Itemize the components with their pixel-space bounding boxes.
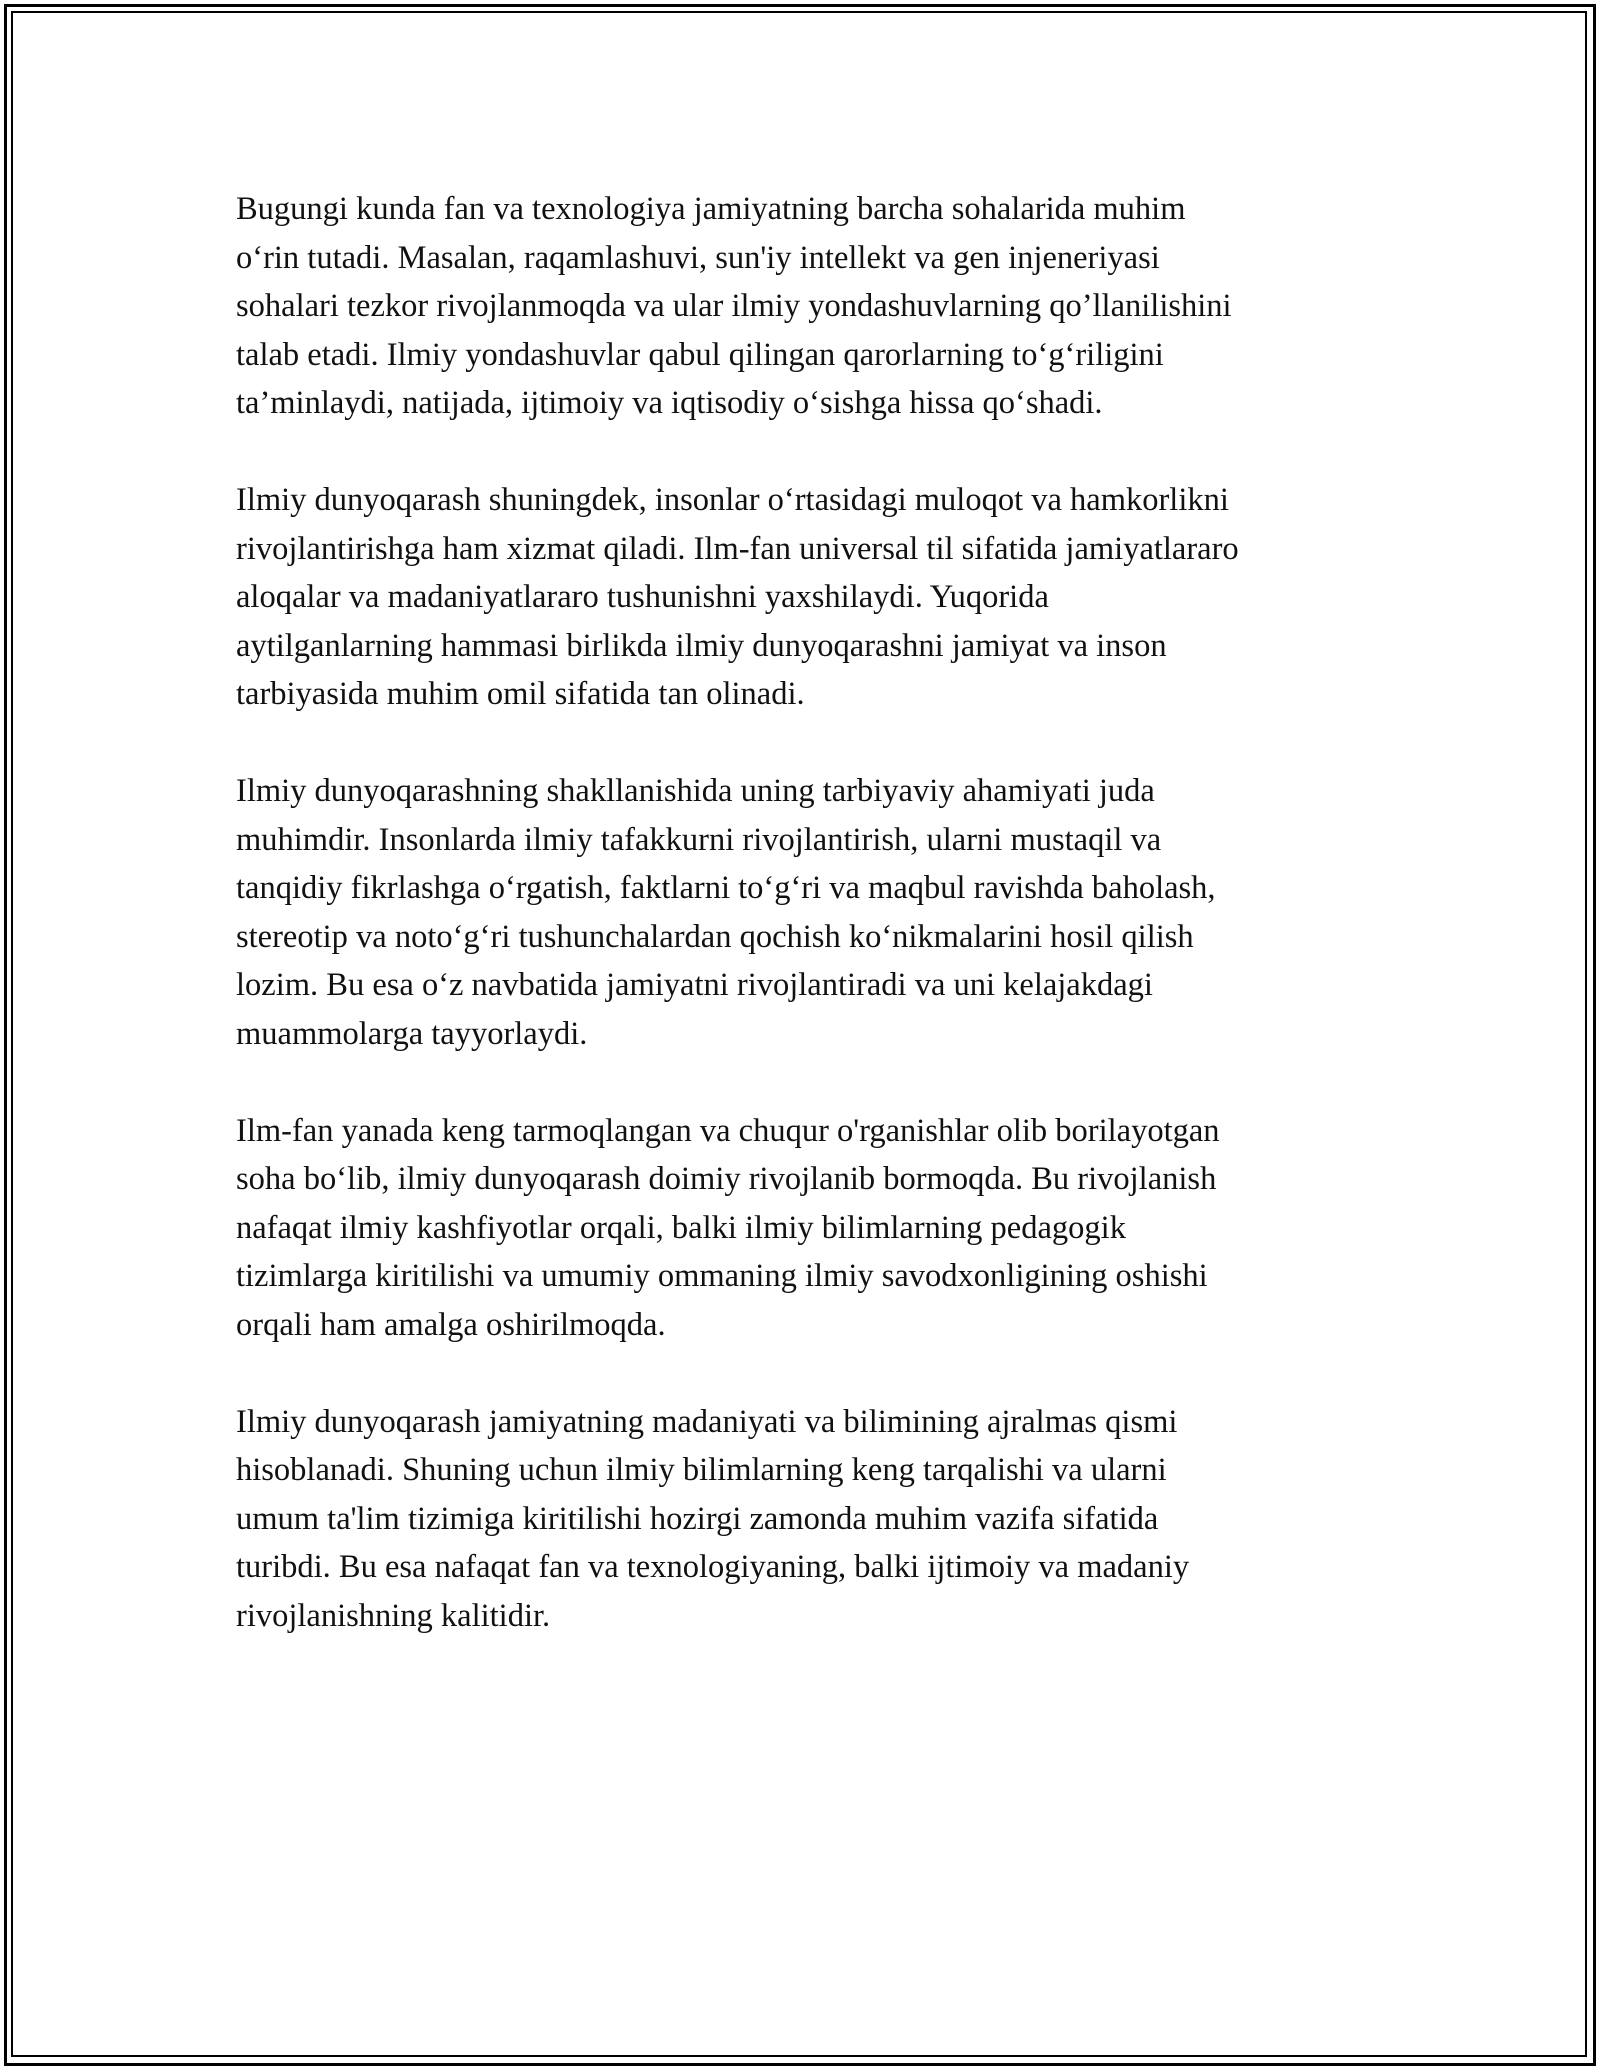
text-line: tanqidiy fikrlashga o‘rgatish, faktlarni to‘g‘ri va maqbul ravishda baholash,: [236, 870, 1216, 906]
text-line: rivojlantirishga ham xizmat qiladi. Ilm-fan universal til sifatida jamiyatlararo: [236, 530, 1239, 567]
text-line: Ilmiy dunyoqarash jamiyatning madaniyati va bilimining ajralmas qismi: [236, 1403, 1178, 1440]
text-line: muammolarga tayyorlaydi.: [236, 1015, 588, 1052]
text-line: soha bo‘lib, ilmiy dunyoqarash doimiy rivojlanib bormoqda. Bu rivojlanish: [236, 1161, 1217, 1197]
text-line: turibdi. Bu esa nafaqat fan va texnologiyaning, balki ijtimoiy va madaniy: [236, 1549, 1190, 1585]
text-line: lozim. Bu esa o‘z navbatida jamiyatni rivojlantiradi va uni kelajakdagi: [236, 967, 1153, 1003]
text-line: hisoblanadi. Shuning uchun ilmiy bilimlarning keng tarqalishi va ularni: [236, 1452, 1167, 1488]
text-line: sohalari tezkor rivojlanmoqda va ular ilmiy yondashuvlarning qo’llanilishini: [236, 288, 1232, 324]
paragraph-3: [236, 767, 1376, 1058]
text-line: o‘rin tutadi. Masalan, raqamlashuvi, sun'iy intellekt va gen injeneriyasi: [236, 239, 1160, 276]
text-line: rivojlanishning kalitidir.: [236, 1597, 551, 1634]
text-line: nafaqat ilmiy kashfiyotlar orqali, balki ilmiy bilimlarning pedagogik: [236, 1209, 1126, 1246]
text-line: Ilmiy dunyoqarashning shakllanishida uning tarbiyaviy ahamiyati juda: [236, 773, 1155, 809]
text-line: muhimdir. Insonlarda ilmiy tafakkurni rivojlantirish, ularni mustaqil va: [236, 821, 1162, 858]
text-line: umum ta'lim tizimiga kiritilishi hozirgi zamonda muhim vazifa sifatida: [236, 1500, 1159, 1537]
paragraph-5: [236, 1398, 1376, 1641]
text-line: aytilganlarning hammasi birlikda ilmiy dunyoqarashni jamiyat va inson: [236, 627, 1167, 664]
paragraph-2: [236, 476, 1376, 719]
text-line: orqali ham amalga oshirilmoqda.: [236, 1306, 666, 1343]
text-line: Ilmiy dunyoqarash shuningdek, insonlar o‘rtasidagi muloqot va hamkorlikni: [236, 482, 1229, 518]
text-line: Bugungi kunda fan va texnologiya jamiyatning barcha sohalarida muhim: [236, 191, 1186, 227]
document-body: [236, 185, 1376, 1689]
text-line: stereotip va noto‘g‘ri tushunchalardan qochish ko‘nikmalarini hosil qilish: [236, 918, 1194, 955]
text-line: Ilm-fan yanada keng tarmoqlangan va chuqur o'rganishlar olib borilayotgan: [236, 1112, 1220, 1149]
text-line: talab etadi. Ilmiy yondashuvlar qabul qilingan qarorlarning to‘g‘riligini: [236, 336, 1164, 373]
paragraph-4: [236, 1107, 1376, 1350]
text-line: tarbiyasida muhim omil sifatida tan olinadi.: [236, 676, 805, 712]
text-line: ta’minlaydi, natijada, ijtimoiy va iqtisodiy o‘sishga hissa qo‘shadi.: [236, 385, 1103, 421]
paragraph-1: [236, 185, 1376, 428]
text-line: aloqalar va madaniyatlararo tushunishni yaxshilaydi. Yuqorida: [236, 579, 1049, 615]
text-line: tizimlarga kiritilishi va umumiy ommaning ilmiy savodxonligining oshishi: [236, 1258, 1208, 1294]
